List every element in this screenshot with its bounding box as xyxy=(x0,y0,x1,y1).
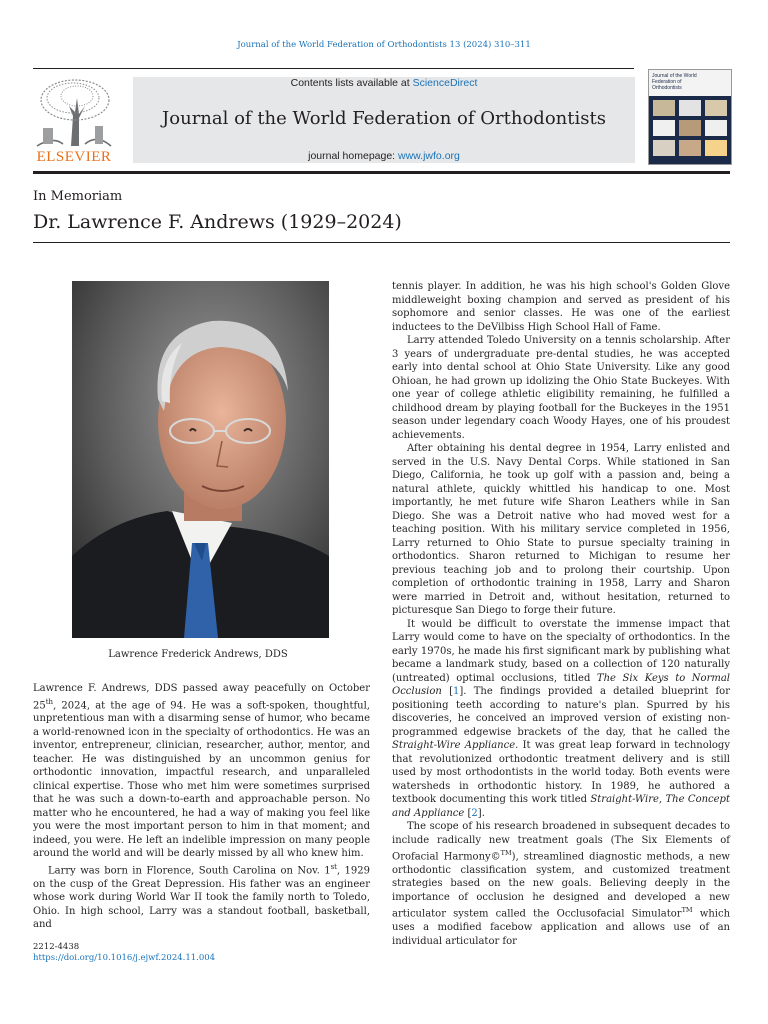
journal-cover-thumbnail[interactable] xyxy=(648,69,732,165)
article-type: In Memoriam xyxy=(33,189,123,204)
left-column-text xyxy=(33,682,370,932)
title-rule xyxy=(33,242,730,243)
top-rule xyxy=(33,68,634,69)
running-head[interactable]: Journal of the World Federation of Orthodontists 13 (2024) 310–311 xyxy=(237,40,531,50)
portrait-photo[interactable] xyxy=(72,281,329,638)
journal-masthead xyxy=(133,77,635,163)
cover-title: Journal of the World Federation of Orthodontists xyxy=(652,73,697,91)
elsevier-logo[interactable] xyxy=(33,76,115,166)
journal-title: Journal of the World Federation of Orthodontists xyxy=(162,108,606,129)
paragraph: It would be difficult to overstate the immense impact that Larry would come to have on the specialty of orthodontics. In the early 1970s, he made his first significant mark by publishing what became a landmark study, based on a collection of 120 naturally (untreated) optimal occlusions, titled The Six Keys to Normal Occlusion [1]. The findings provided a detailed blueprint for positioning teeth according to nature's plan. Spurred by his discoveries, he conceived an improved version of existing non-programmed edgewise brackets of the day, that he called the Straight-Wire Appliance. It was great leap forward in technology that revolutionized orthodontic treatment delivery and is still used by most orthodontists in the world today. Both events were watersheds in orthodontic history. In 1989, he authored a textbook documenting this work titled Straight-Wire, The Concept and Appliance [2]. xyxy=(392,618,730,819)
cover-header xyxy=(649,70,731,96)
paragraph: Lawrence F. Andrews, DDS passed away peacefully on October 25th, 2024, at the age of 94. He was a soft-spoken, thoughtful, unpretentious man with a disarming sense of humor, who became a world-renowned icon in the specialty of orthodontics. He was an inventor, entrepreneur, clinician, researcher, author, mentor, and teacher. He was distinguished by an uncommon genius for orthodontic innovation, impactful research, and unparalleled clinical expertise. Those who met him were sometimes surprised that he was such a down-to-earth and approachable person. No matter who he encountered, he had a way of making you feel like you were the most important person to him in that moment; and indeed, you were. He left an indelible impression on many people around the world and will be dearly missed by all who knew him. xyxy=(33,683,370,860)
paragraph: The scope of his research broadened in subsequent decades to include radically new treatment goals (The Six Elements of Orofacial Harmony©™), streamlined diagnostic methods, a new orthodontic classification system, and customized treatment strategies based on the new goals. Believing deeply in the importance of occlusion he designed and developed a new articulator system called the Occlusofacial Simulator™ which uses a modified facebow application and allows use of an individual articulator for xyxy=(392,821,731,947)
homepage-prefix: journal homepage: xyxy=(308,150,399,162)
right-column-text xyxy=(392,280,730,948)
contents-line xyxy=(133,77,635,89)
cover-images-icon xyxy=(649,96,731,164)
reference-link-1[interactable]: 1 xyxy=(453,686,460,697)
sciencedirect-link[interactable]: ScienceDirect xyxy=(412,77,478,89)
homepage-line xyxy=(133,150,635,162)
elsevier-tree-icon xyxy=(33,76,115,148)
header-thick-rule xyxy=(33,171,730,174)
elsevier-wordmark: ELSEVIER xyxy=(36,149,112,165)
doi-link[interactable]: https://doi.org/10.1016/j.ejwf.2024.11.004 xyxy=(33,953,216,963)
article-title: Dr. Lawrence F. Andrews (1929–2024) xyxy=(33,211,402,233)
contents-prefix: Contents lists available at xyxy=(290,77,413,89)
journal-homepage-link[interactable]: www.jwfo.org xyxy=(398,150,460,162)
photo-caption: Lawrence Frederick Andrews, DDS xyxy=(108,649,288,660)
reference-link-2[interactable]: 2 xyxy=(471,807,478,819)
paragraph: Larry attended Toledo University on a tennis scholarship. After 3 years of undergraduate pre-dental studies, he was accepted early into dental school at Ohio State University. Like any good Ohioan, he had grown up idolizing the Ohio State Buckeyes. With one year of college athletic eligibility remaining, he fulfilled a childhood dream by playing football for the Buckeyes in the 1951 season under legendary coach Woody Hayes, one of his proudest achievements. xyxy=(392,335,730,441)
issn: 2212-4438 xyxy=(33,942,80,952)
paragraph: Larry was born in Florence, South Carolina on Nov. 1st, 1929 on the cusp of the Great Depression. His father was an engineer whose work during World War II took the family north to Toledo, Ohio. In high school, Larry was a standout football, basketball, and xyxy=(33,862,370,931)
paragraph: tennis player. In addition, he was his high school's Golden Glove middleweight boxing champion and served as president of his sophomore and senior classes. He was one of the earliest inductees to the DeVilbiss High School Hall of Fame. xyxy=(392,281,730,333)
paragraph: After obtaining his dental degree in 1954, Larry enlisted and served in the U.S. Navy Dental Corps. While stationed in San Diego, California, he took up golf with a passion and, being a natural athlete, quickly whittled his handicap to one. Most importantly, he met future wife Sharon Leathers while in San Diego. She was a Detroit native who had moved west for a teaching position. With his military service completed in 1956, Larry returned to Ohio State to pursue specialty training in orthodontics. Sharon returned to Michigan to resume her previous teaching job and to prolong their courtship. Upon completion of orthodontic training in 1958, Larry and Sharon were married in Detroit and, without hesitation, returned to picturesque San Diego to forge their future. xyxy=(392,443,730,616)
